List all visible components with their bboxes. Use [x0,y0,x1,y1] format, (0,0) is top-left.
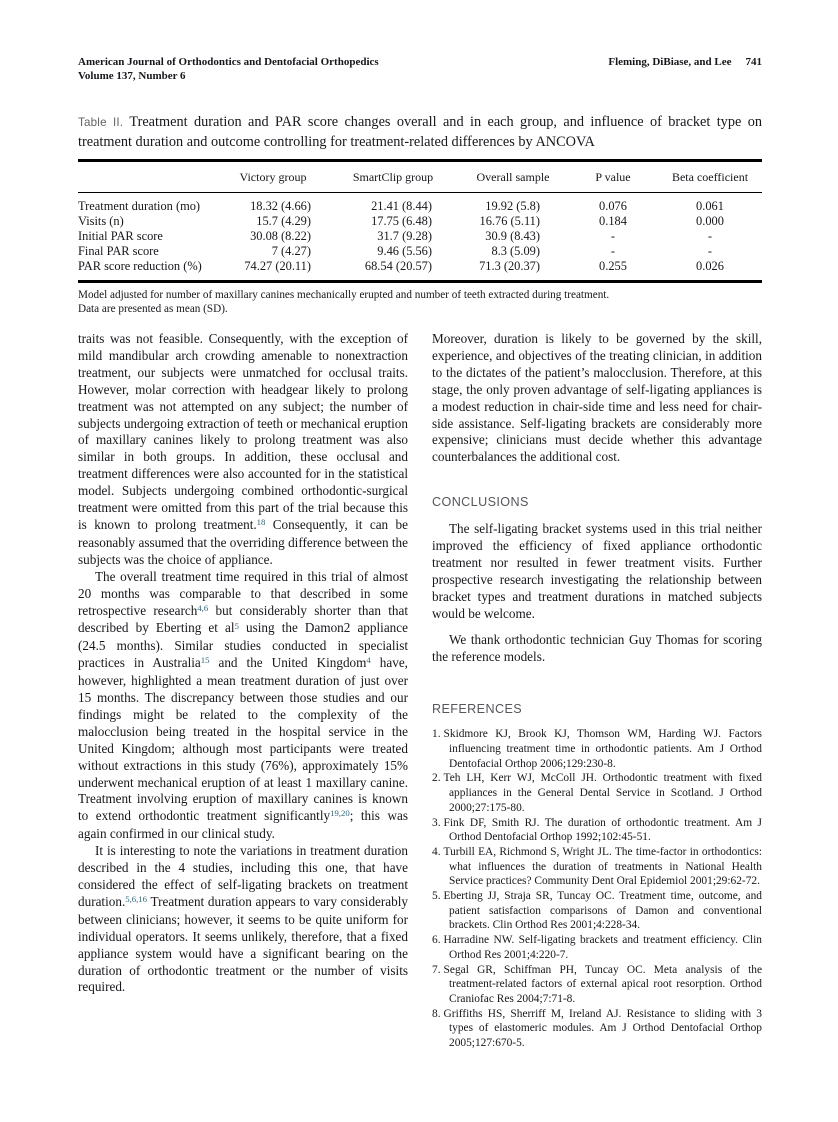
left-column [78,331,408,1051]
cell: 0.255 [599,259,627,273]
col-header-smartclip: SmartClip group [328,161,458,193]
reference-text: Griffiths HS, Sherriff M, Ireland AJ. Resistance to sliding with 3 types of elastomeric modules. Am J Orthod Dentofacial Orthop 2005;127:670-5. [443,1007,762,1050]
reference-number: 1. [432,728,441,741]
cell: 31.7 (9.28) [377,229,432,243]
col-header-beta: Beta coefficient [658,161,762,193]
cell: 30.08 (8.22) [250,229,311,243]
reference-text: Segal GR, Schiffman PH, Tuncay OC. Meta analysis of the treatment-related factors of external apical root resorption. Orthod Craniofac Res 2004;7:71-8. [443,963,762,1005]
page-number: 741 [745,56,762,68]
cell: - [707,244,713,258]
citation-link[interactable]: 15 [200,655,210,666]
cell: 0.026 [696,259,724,273]
table-row [78,193,762,215]
reference-item [432,727,762,771]
conclusions-heading: CONCLUSIONS [432,495,529,510]
reference-number: 5. [432,890,441,903]
reference-number: 8. [432,1007,441,1020]
cell: - [610,229,616,243]
cell: 17.75 (6.48) [371,214,432,228]
table-footnote: Model adjusted for number of maxillary canines mechanically erupted and number of teeth extracted during treatment. [78,289,610,301]
cell: 0.061 [696,199,724,213]
col-header-blank [78,161,218,193]
table-header-row [78,161,762,193]
cell: 8.3 (5.09) [491,244,540,258]
reference-number: 3. [432,816,441,829]
reference-item [432,889,762,933]
running-head [78,56,762,83]
results-table [78,159,762,283]
cell: 74.27 (20.11) [244,259,311,273]
row-label: Final PAR score [78,244,159,258]
row-label: Treatment duration (mo) [78,199,201,213]
row-label: Visits (n) [78,214,124,228]
reference-text: Eberting JJ, Straja SR, Tuncay OC. Treatment time, outcome, and patient satisfaction comparisons of Damon and conventional brackets. Clin Orthod Res 2001;4:228-34. [443,890,762,932]
reference-text: Teh LH, Kerr WJ, McColl JH. Orthodontic treatment with fixed appliances in the General Dental Service in Scotland. J Orthod 2000;27:175-80. [443,772,762,814]
reference-item [432,933,762,962]
reference-number: 2. [432,772,441,785]
reference-item [432,845,762,889]
running-head-right [608,56,762,70]
reference-item [432,771,762,815]
paragraph: It is interesting to note the variations in treatment duration described in the 4 studies, including this one, that have considered the effect of self-ligating brackets on treatment duration.$^{5,6,16}$ Treatment duration appears to vary considerably between clinicians; however, it seems to be quite uniform for individual operators. It seems unlikely, therefore, that a fixed appliance system would have a significant bearing on the duration of orthodontic treatment or the number of visits required. [78,843,408,995]
paragraph: The self-ligating bracket systems used in this trial neither improved the efficiency of fixed appliance orthodontic treatment nor resulted in fewer treatment visits. Further prospective research investigating the relationship between bracket types and treatment durations in matched subjects would be welcome. [432,521,762,621]
table-row [78,259,762,282]
references-heading: REFERENCES [432,702,523,717]
table-label: Table II. [78,116,124,129]
cell: - [610,244,616,258]
cell: - [707,229,713,243]
reference-item [432,1007,762,1051]
table-caption [78,113,762,152]
cell: 7 (4.27) [271,244,311,258]
reference-text: Fink DF, Smith RJ. The duration of orthodontic treatment. Am J Orthod Dentofacial Orthop 1992;102:45-51. [443,816,762,844]
reference-number: 4. [432,845,441,858]
citation-link[interactable]: 18 [256,517,266,528]
cell: 21.41 (8.44) [371,199,432,213]
paragraph: Moreover, duration is likely to be governed by the skill, experience, and objectives of the treating clinician, in addition to the dictates of the patient’s malocclusion. Therefore, at this stage, the only proven advantage of self-ligating appliances is a modest reduction in chair-side time and less need for chair-side assistance. Self-ligating brackets are considerably more expensive; clinicians must decide whether this advantage counterbalances the additional cost. [432,331,762,465]
cell: 0.076 [599,199,627,213]
running-head-left [78,56,379,83]
volume-line: Volume 137, Number 6 [78,69,186,82]
reference-list [432,727,762,1050]
paragraph: We thank orthodontic technician Guy Thomas for scoring the reference models. [432,631,762,664]
col-header-overall: Overall sample [458,161,568,193]
paragraph: The overall treatment time required in this trial of almost 20 months was comparable to that described in some retrospective research$^{4,6}$ but considerably shorter than that described by Eberting et al$^5$ using the Damon2 appliance (24.5 months). Similar studies conducted in specialist practices in Australia$^{15}$ and the United Kingdom$^4$ have, however, highlighted a mean treatment duration of just over 15 months. The discrepancy between those studies and our findings might be related to the complexity of the malocclusion being treated in the hospital service in the United Kingdom; although most participants were treated without extractions in this study (76%), approximately 15% underwent mechanical eruption of at least 1 maxillary canine. Treatment involving eruption of maxillary canines is known to extend orthodontic treatment significantly$^{19,20}$; this was again confirmed in our clinical study. [78,568,408,842]
cell: 9.46 (5.56) [377,244,432,258]
journal-title: American Journal of Orthodontics and Dentofacial Orthopedics [78,56,379,68]
cell: 16.76 (5.11) [479,214,540,228]
citation-link[interactable]: 4 [366,655,371,666]
body-columns [78,331,762,1051]
row-label: Initial PAR score [78,229,163,243]
citation-link[interactable]: 5,6,16 [125,894,148,904]
cell: 71.3 (20.37) [479,259,540,273]
citation-link[interactable]: 19,20 [330,808,350,819]
table-caption-text: Treatment duration and PAR score changes overall and in each group, and influence of bracket type on treatment duration and outcome controlling for treatment-related differences by ANCOVA [78,114,762,150]
cell: 0.184 [599,214,627,228]
col-header-victory: Victory group [218,161,328,193]
citation-link[interactable]: 5 [234,620,239,631]
reference-text: Turbill EA, Richmond S, Wright JL. The time-factor in orthodontics: what influences the duration of treatments in National Health Service practices? Community Dent Oral Epidemiol 2001;29:62-72. [443,845,762,888]
citation-link[interactable]: 4,6 [197,602,209,613]
reference-number: 7. [432,963,441,976]
col-header-pvalue: P value [568,161,658,193]
reference-text: Skidmore KJ, Brook KJ, Thomson WM, Harding WJ. Factors influencing treatment time in orthodontic patients. Am J Orthod Dentofacial Orthop 2006;129:230-8. [443,728,762,770]
reference-text: Harradine NW. Self-ligating brackets and treatment efficiency. Clin Orthod Res 2001;4:220-7. [443,934,762,961]
authors: Fleming, DiBiase, and Lee [608,56,732,68]
table-footnote: Data are presented as mean (SD). [78,303,228,315]
cell: 30.9 (8.43) [485,229,540,243]
cell: 19.92 (5.8) [485,199,540,213]
reference-item [432,816,762,845]
table-row [78,229,762,244]
table-row [78,244,762,259]
row-label: PAR score reduction (%) [78,259,202,273]
right-column [432,331,762,1051]
paragraph: traits was not feasible. Consequently, with the exception of mild mandibular arch crowding amenable to nonextraction treatment, our subjects were unmatched for occlusal traits. However, molar correction with headgear likely to prolong treatment was not attempted on any subject; the number of subjects undergoing extraction of teeth or mechanical eruption of maxillary canines likely to prolong treatment was also similar in both groups. In addition, these occlusal and treatment differences were also accounted for in the statistical model. Subjects undergoing combined orthodontic-surgical treatment were omitted from this part of the trial because this is known to prolong treatment.$^{18}$ Consequently, it can be reasonably assumed that the overriding difference between the subjects was the choice of appliance. [78,331,408,567]
cell: 0.000 [696,214,724,228]
table-row [78,214,762,229]
reference-item [432,963,762,1007]
cell: 15.7 (4.29) [256,214,311,228]
reference-number: 6. [432,934,441,947]
cell: 68.54 (20.57) [364,259,432,273]
cell: 18.32 (4.66) [250,199,311,213]
